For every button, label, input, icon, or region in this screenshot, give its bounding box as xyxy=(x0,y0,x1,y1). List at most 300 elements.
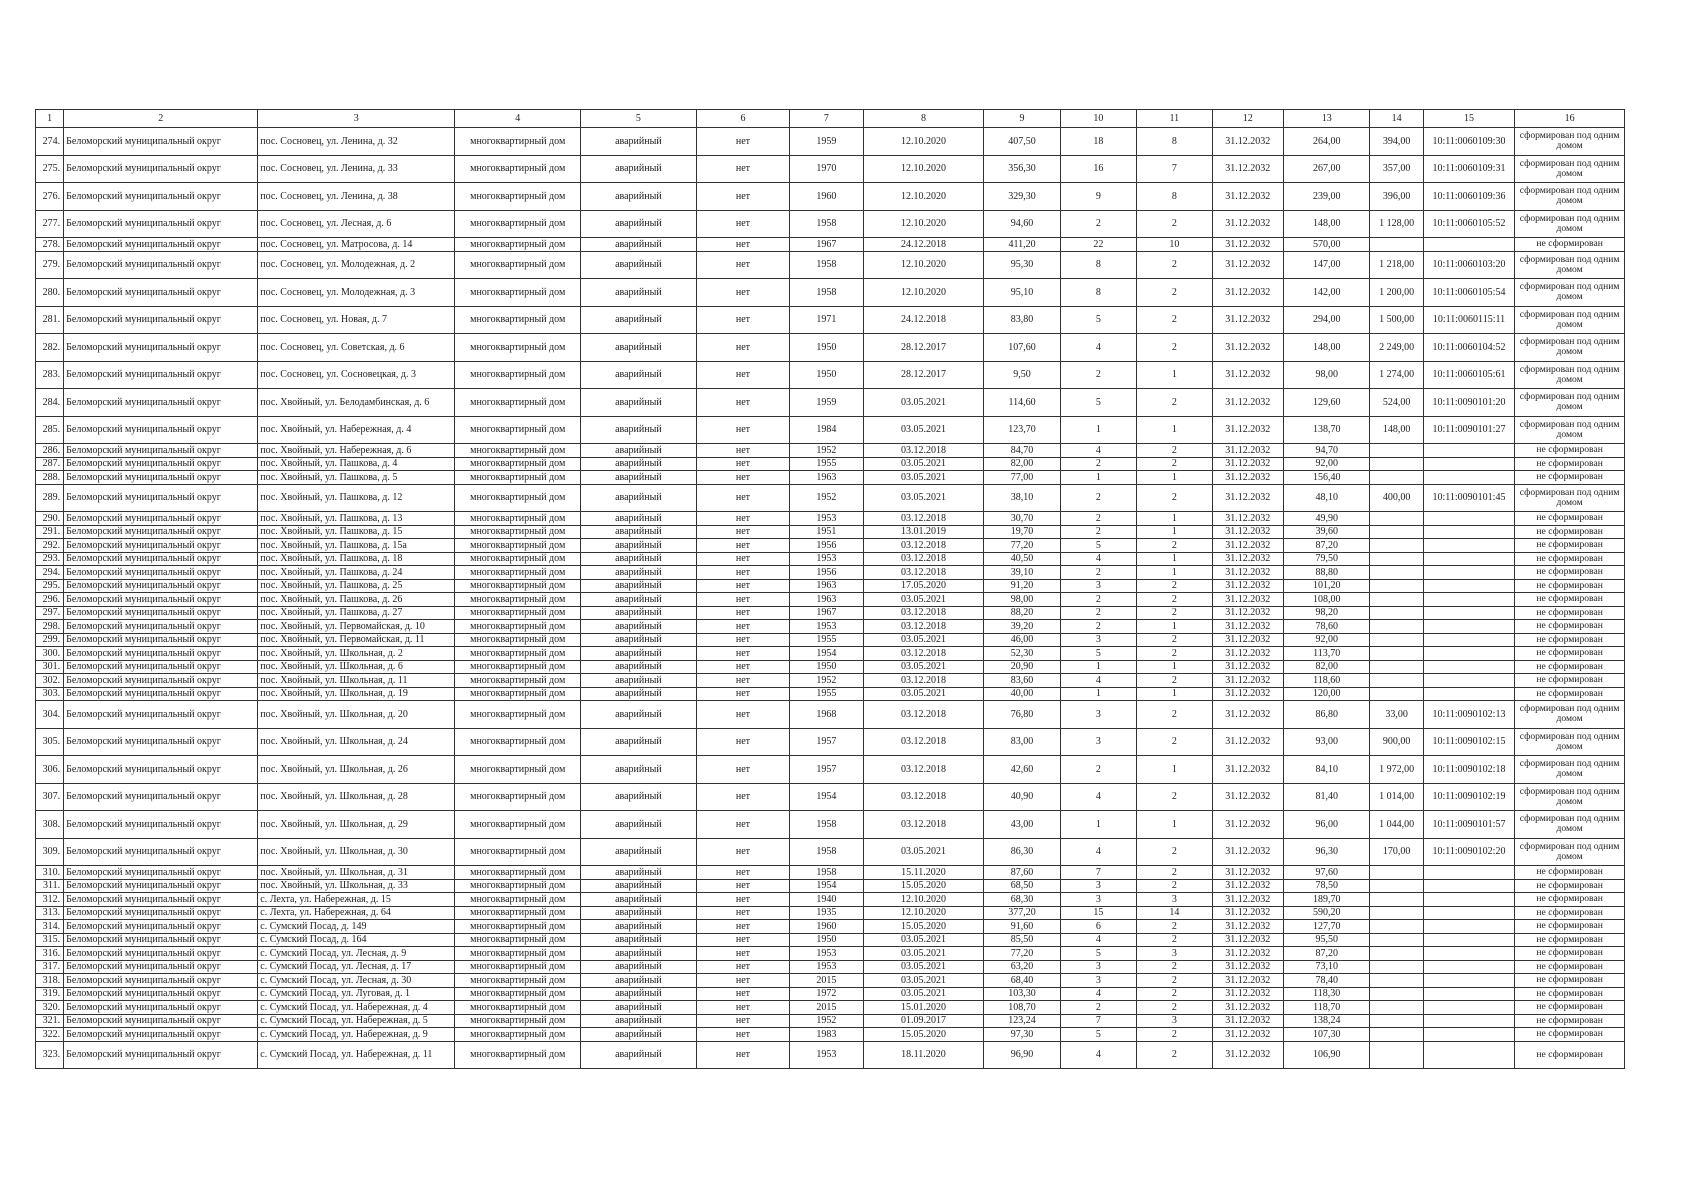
table-cell: 8 xyxy=(1060,251,1136,279)
table-cell: аварийный xyxy=(581,183,697,211)
table-cell: 76,80 xyxy=(984,701,1060,729)
table-cell xyxy=(1370,933,1423,947)
table-cell: Беломорский муниципальный округ xyxy=(64,1014,258,1028)
table-cell: пос. Хвойный, ул. Школьная, д. 29 xyxy=(258,811,455,839)
table-cell: 5 xyxy=(1060,389,1136,417)
table-cell: 10:11:0090102:20 xyxy=(1423,838,1515,866)
table-cell: 48,10 xyxy=(1283,484,1369,512)
table-cell: 284. xyxy=(36,389,64,417)
table-cell: 96,90 xyxy=(984,1041,1060,1069)
table-cell: Беломорский муниципальный округ xyxy=(64,471,258,485)
table-cell: 31.12.2032 xyxy=(1212,238,1283,252)
table-cell: 396,00 xyxy=(1370,183,1423,211)
table-cell: пос. Хвойный, ул. Школьная, д. 26 xyxy=(258,756,455,784)
table-cell: 1963 xyxy=(790,471,863,485)
table-cell: Беломорский муниципальный округ xyxy=(64,879,258,893)
table-cell: многоквартирный дом xyxy=(455,389,581,417)
table-cell: пос. Хвойный, ул. Белодамбинская, д. 6 xyxy=(258,389,455,417)
table-cell: 5 xyxy=(1060,647,1136,661)
table-cell: 03.12.2018 xyxy=(863,512,984,526)
table-cell xyxy=(1370,566,1423,580)
table-cell: 03.05.2021 xyxy=(863,416,984,444)
table-cell: аварийный xyxy=(581,1001,697,1015)
table-cell: 274. xyxy=(36,128,64,156)
table-cell: 289. xyxy=(36,484,64,512)
table-cell: 4 xyxy=(1060,783,1136,811)
table-cell: нет xyxy=(696,606,790,620)
table-cell: 1970 xyxy=(790,155,863,183)
table-cell: 3 xyxy=(1060,728,1136,756)
table-cell: 10:11:0060109:30 xyxy=(1423,128,1515,156)
table-cell: Беломорский муниципальный округ xyxy=(64,701,258,729)
table-cell: пос. Сосновец, ул. Советская, д. 6 xyxy=(258,334,455,362)
table-cell: пос. Хвойный, ул. Пашкова, д. 18 xyxy=(258,552,455,566)
table-cell: 24.12.2018 xyxy=(863,238,984,252)
table-cell: пос. Сосновец, ул. Матросова, д. 14 xyxy=(258,238,455,252)
table-row xyxy=(36,933,1625,947)
table-cell: нет xyxy=(696,620,790,634)
table-cell: 1967 xyxy=(790,238,863,252)
table-cell xyxy=(1370,960,1423,974)
table-cell: 590,20 xyxy=(1283,906,1369,920)
table-cell: пос. Хвойный, ул. Первомайская, д. 10 xyxy=(258,620,455,634)
table-cell: 310. xyxy=(36,866,64,880)
table-cell: 329,30 xyxy=(984,183,1060,211)
table-cell: 31.12.2032 xyxy=(1212,701,1283,729)
table-cell: 28.12.2017 xyxy=(863,361,984,389)
table-cell: нет xyxy=(696,416,790,444)
table-cell: 1954 xyxy=(790,783,863,811)
table-cell: 2 xyxy=(1137,579,1212,593)
table-cell: многоквартирный дом xyxy=(455,279,581,307)
table-cell xyxy=(1423,687,1515,701)
table-cell: 97,60 xyxy=(1283,866,1369,880)
table-row xyxy=(36,334,1625,362)
table-cell xyxy=(1423,906,1515,920)
table-cell: 303. xyxy=(36,687,64,701)
table-cell: 267,00 xyxy=(1283,155,1369,183)
table-row xyxy=(36,471,1625,485)
table-cell: сформирован под одним домом xyxy=(1515,251,1625,279)
table-row xyxy=(36,620,1625,634)
table-cell: 78,60 xyxy=(1283,620,1369,634)
table-cell: 85,50 xyxy=(984,933,1060,947)
table-cell: 20,90 xyxy=(984,660,1060,674)
table-cell: Беломорский муниципальный округ xyxy=(64,579,258,593)
table-cell: 5 xyxy=(1060,539,1136,553)
table-cell xyxy=(1423,620,1515,634)
table-cell: сформирован под одним домом xyxy=(1515,334,1625,362)
table-cell: 87,20 xyxy=(1283,539,1369,553)
table-row xyxy=(36,361,1625,389)
table-row xyxy=(36,279,1625,307)
table-row xyxy=(36,306,1625,334)
table-cell: с. Сумский Посад, ул. Лесная, д. 9 xyxy=(258,947,455,961)
table-cell: нет xyxy=(696,444,790,458)
table-cell: 39,10 xyxy=(984,566,1060,580)
table-cell: 95,30 xyxy=(984,251,1060,279)
table-cell: сформирован под одним домом xyxy=(1515,389,1625,417)
table-cell: 10:11:0090102:15 xyxy=(1423,728,1515,756)
table-cell: сформирован под одним домом xyxy=(1515,155,1625,183)
table-cell: 94,60 xyxy=(984,210,1060,238)
table-cell: аварийный xyxy=(581,960,697,974)
table-cell: 03.12.2018 xyxy=(863,606,984,620)
table-cell: Беломорский муниципальный округ xyxy=(64,920,258,934)
table-cell: 288. xyxy=(36,471,64,485)
table-cell: 31.12.2032 xyxy=(1212,334,1283,362)
table-cell: 308. xyxy=(36,811,64,839)
table-cell: 31.12.2032 xyxy=(1212,566,1283,580)
table-cell: 10:11:0090101:45 xyxy=(1423,484,1515,512)
table-cell: 8 xyxy=(1060,279,1136,307)
table-cell: 2 xyxy=(1060,620,1136,634)
table-cell xyxy=(1423,1014,1515,1028)
table-cell: 03.12.2018 xyxy=(863,811,984,839)
table-cell: 92,00 xyxy=(1283,457,1369,471)
table-row xyxy=(36,756,1625,784)
table-cell: нет xyxy=(696,879,790,893)
table-cell: 317. xyxy=(36,960,64,974)
table-cell: пос. Хвойный, ул. Пашкова, д. 27 xyxy=(258,606,455,620)
table-cell: 283. xyxy=(36,361,64,389)
table-cell: 03.05.2021 xyxy=(863,974,984,988)
table-cell: 31.12.2032 xyxy=(1212,687,1283,701)
table-cell: не сформирован xyxy=(1515,579,1625,593)
table-cell: 129,60 xyxy=(1283,389,1369,417)
table-cell: 2 249,00 xyxy=(1370,334,1423,362)
table-cell: 1953 xyxy=(790,960,863,974)
table-cell: 309. xyxy=(36,838,64,866)
table-cell xyxy=(1423,525,1515,539)
table-cell: Беломорский муниципальный округ xyxy=(64,1001,258,1015)
table-row xyxy=(36,566,1625,580)
table-cell: 1 044,00 xyxy=(1370,811,1423,839)
table-cell: Беломорский муниципальный округ xyxy=(64,838,258,866)
table-cell xyxy=(1423,633,1515,647)
table-cell xyxy=(1370,620,1423,634)
table-cell: 15.05.2020 xyxy=(863,1028,984,1042)
table-cell: нет xyxy=(696,306,790,334)
table-cell: 2 xyxy=(1137,838,1212,866)
table-cell: многоквартирный дом xyxy=(455,361,581,389)
table-cell: 2 xyxy=(1137,210,1212,238)
table-cell: с. Сумский Посад, ул. Набережная, д. 11 xyxy=(258,1041,455,1069)
table-cell: 49,90 xyxy=(1283,512,1369,526)
table-cell: 1950 xyxy=(790,361,863,389)
table-cell: 1 xyxy=(1060,471,1136,485)
table-cell: 81,40 xyxy=(1283,783,1369,811)
table-cell: 1957 xyxy=(790,756,863,784)
table-cell: аварийный xyxy=(581,906,697,920)
table-cell: 2 xyxy=(1137,974,1212,988)
table-cell: 298. xyxy=(36,620,64,634)
table-cell: 294,00 xyxy=(1283,306,1369,334)
table-cell: 1 xyxy=(1137,687,1212,701)
table-cell: 96,00 xyxy=(1283,811,1369,839)
table-cell: 106,90 xyxy=(1283,1041,1369,1069)
table-cell: 31.12.2032 xyxy=(1212,457,1283,471)
table-cell: 280. xyxy=(36,279,64,307)
table-cell xyxy=(1423,238,1515,252)
table-row xyxy=(36,1001,1625,1015)
table-cell xyxy=(1370,606,1423,620)
table-cell: не сформирован xyxy=(1515,674,1625,688)
table-cell: с. Сумский Посад, д. 164 xyxy=(258,933,455,947)
table-cell: 1963 xyxy=(790,593,863,607)
table-cell: 93,00 xyxy=(1283,728,1369,756)
column-header: 7 xyxy=(790,110,863,128)
table-cell: 1967 xyxy=(790,606,863,620)
table-cell: 1983 xyxy=(790,1028,863,1042)
table-cell: Беломорский муниципальный округ xyxy=(64,783,258,811)
table-cell: 357,00 xyxy=(1370,155,1423,183)
table-cell: 1 xyxy=(1137,361,1212,389)
table-cell xyxy=(1370,552,1423,566)
table-cell: аварийный xyxy=(581,974,697,988)
table-cell xyxy=(1370,444,1423,458)
table-cell: аварийный xyxy=(581,606,697,620)
table-cell: 03.05.2021 xyxy=(863,838,984,866)
table-cell: Беломорский муниципальный округ xyxy=(64,566,258,580)
table-cell: нет xyxy=(696,593,790,607)
table-row xyxy=(36,238,1625,252)
table-cell: Беломорский муниципальный округ xyxy=(64,947,258,961)
table-cell: 189,70 xyxy=(1283,893,1369,907)
table-cell: 10:11:0060105:61 xyxy=(1423,361,1515,389)
table-row xyxy=(36,728,1625,756)
table-cell: 1953 xyxy=(790,1041,863,1069)
table-cell: многоквартирный дом xyxy=(455,471,581,485)
table-cell: 12.10.2020 xyxy=(863,906,984,920)
table-cell: Беломорский муниципальный округ xyxy=(64,484,258,512)
table-cell: аварийный xyxy=(581,251,697,279)
table-cell: нет xyxy=(696,660,790,674)
table-cell: не сформирован xyxy=(1515,893,1625,907)
table-cell: 307. xyxy=(36,783,64,811)
table-cell: 88,20 xyxy=(984,606,1060,620)
table-cell: 377,20 xyxy=(984,906,1060,920)
table-cell: 31.12.2032 xyxy=(1212,389,1283,417)
table-cell: 277. xyxy=(36,210,64,238)
table-cell: 86,30 xyxy=(984,838,1060,866)
table-cell: 1952 xyxy=(790,484,863,512)
table-cell: пос. Хвойный, ул. Пашкова, д. 15 xyxy=(258,525,455,539)
table-row xyxy=(36,593,1625,607)
table-cell xyxy=(1370,593,1423,607)
table-cell: 68,50 xyxy=(984,879,1060,893)
table-cell: 7 xyxy=(1137,155,1212,183)
table-cell: 4 xyxy=(1060,552,1136,566)
table-cell: Беломорский муниципальный округ xyxy=(64,987,258,1001)
table-cell: не сформирован xyxy=(1515,987,1625,1001)
table-cell: Беломорский муниципальный округ xyxy=(64,633,258,647)
table-cell: Беломорский муниципальный округ xyxy=(64,334,258,362)
table-cell: аварийный xyxy=(581,279,697,307)
table-cell: пос. Хвойный, ул. Пашкова, д. 15а xyxy=(258,539,455,553)
table-cell: аварийный xyxy=(581,756,697,784)
table-cell: 10:11:0090101:27 xyxy=(1423,416,1515,444)
table-cell: 524,00 xyxy=(1370,389,1423,417)
table-cell: 03.05.2021 xyxy=(863,593,984,607)
table-cell: 1952 xyxy=(790,444,863,458)
table-cell: 148,00 xyxy=(1370,416,1423,444)
table-cell: пос. Хвойный, ул. Школьная, д. 24 xyxy=(258,728,455,756)
table-cell: 120,00 xyxy=(1283,687,1369,701)
table-cell: нет xyxy=(696,920,790,934)
table-cell: 123,24 xyxy=(984,1014,1060,1028)
table-cell: пос. Хвойный, ул. Пашкова, д. 24 xyxy=(258,566,455,580)
table-cell: 2 xyxy=(1137,701,1212,729)
table-cell: 91,20 xyxy=(984,579,1060,593)
table-cell: аварийный xyxy=(581,1041,697,1069)
table-cell: 1 xyxy=(1137,620,1212,634)
table-cell: Беломорский муниципальный округ xyxy=(64,606,258,620)
table-cell: 3 xyxy=(1060,974,1136,988)
table-cell: 88,80 xyxy=(1283,566,1369,580)
table-cell: нет xyxy=(696,687,790,701)
table-cell: 2 xyxy=(1060,484,1136,512)
table-cell: 6 xyxy=(1060,920,1136,934)
table-cell: многоквартирный дом xyxy=(455,566,581,580)
table-cell: 10:11:0090102:18 xyxy=(1423,756,1515,784)
table-cell: не сформирован xyxy=(1515,539,1625,553)
table-row xyxy=(36,128,1625,156)
table-row xyxy=(36,960,1625,974)
table-cell: 305. xyxy=(36,728,64,756)
table-cell: 5 xyxy=(1060,1028,1136,1042)
table-cell: 83,00 xyxy=(984,728,1060,756)
table-cell: 2 xyxy=(1137,987,1212,1001)
table-cell: Беломорский муниципальный округ xyxy=(64,251,258,279)
table-cell: с. Сумский Посад, ул. Лесная, д. 30 xyxy=(258,974,455,988)
table-cell: с. Сумский Посад, ул. Набережная, д. 9 xyxy=(258,1028,455,1042)
table-cell: нет xyxy=(696,539,790,553)
table-cell: 1984 xyxy=(790,416,863,444)
table-cell: аварийный xyxy=(581,647,697,661)
table-cell xyxy=(1370,893,1423,907)
table-cell: 264,00 xyxy=(1283,128,1369,156)
table-cell: 03.05.2021 xyxy=(863,471,984,485)
table-cell: многоквартирный дом xyxy=(455,1028,581,1042)
table-cell: 39,60 xyxy=(1283,525,1369,539)
table-cell: аварийный xyxy=(581,1028,697,1042)
table-cell: нет xyxy=(696,1001,790,1015)
table-cell: 295. xyxy=(36,579,64,593)
table-cell: нет xyxy=(696,647,790,661)
table-cell: 31.12.2032 xyxy=(1212,1041,1283,1069)
table-cell: аварийный xyxy=(581,687,697,701)
table-cell: 94,70 xyxy=(1283,444,1369,458)
table-cell: 1 128,00 xyxy=(1370,210,1423,238)
table-cell: 2 xyxy=(1060,457,1136,471)
table-row xyxy=(36,906,1625,920)
table-cell xyxy=(1423,512,1515,526)
table-cell: аварийный xyxy=(581,566,697,580)
table-cell: Беломорский муниципальный округ xyxy=(64,539,258,553)
table-row xyxy=(36,660,1625,674)
table-cell: пос. Хвойный, ул. Пашкова, д. 5 xyxy=(258,471,455,485)
table-cell: аварийный xyxy=(581,947,697,961)
table-cell: 1 xyxy=(1137,525,1212,539)
table-cell: многоквартирный дом xyxy=(455,660,581,674)
table-cell xyxy=(1423,920,1515,934)
table-cell: 5 xyxy=(1060,947,1136,961)
table-cell: 3 xyxy=(1137,1014,1212,1028)
table-cell: 03.12.2018 xyxy=(863,539,984,553)
table-cell: 82,00 xyxy=(1283,660,1369,674)
table-cell xyxy=(1370,512,1423,526)
table-cell: 1971 xyxy=(790,306,863,334)
table-cell: 142,00 xyxy=(1283,279,1369,307)
table-cell: с. Сумский Посад, ул. Набережная, д. 5 xyxy=(258,1014,455,1028)
table-cell: многоквартирный дом xyxy=(455,783,581,811)
table-cell: нет xyxy=(696,183,790,211)
table-cell: 1950 xyxy=(790,660,863,674)
table-cell: 118,70 xyxy=(1283,1001,1369,1015)
table-cell: нет xyxy=(696,811,790,839)
table-cell: многоквартирный дом xyxy=(455,893,581,907)
table-cell: 73,10 xyxy=(1283,960,1369,974)
table-cell: 31.12.2032 xyxy=(1212,155,1283,183)
table-cell: 2 xyxy=(1137,633,1212,647)
table-cell: 127,70 xyxy=(1283,920,1369,934)
table-cell: 1958 xyxy=(790,811,863,839)
table-cell: 03.05.2021 xyxy=(863,389,984,417)
table-cell: 03.12.2018 xyxy=(863,701,984,729)
table-cell: нет xyxy=(696,728,790,756)
table-cell: 1954 xyxy=(790,879,863,893)
table-cell: 03.12.2018 xyxy=(863,674,984,688)
table-cell: 108,70 xyxy=(984,1001,1060,1015)
table-cell: 10:11:0060103:20 xyxy=(1423,251,1515,279)
table-cell: 10:11:0090101:57 xyxy=(1423,811,1515,839)
table-cell: пос. Хвойный, ул. Набережная, д. 6 xyxy=(258,444,455,458)
table-cell: 103,30 xyxy=(984,987,1060,1001)
table-cell: не сформирован xyxy=(1515,238,1625,252)
table-row xyxy=(36,539,1625,553)
table-cell: 275. xyxy=(36,155,64,183)
table-cell: 98,00 xyxy=(1283,361,1369,389)
table-cell: 356,30 xyxy=(984,155,1060,183)
table-cell: 15.05.2020 xyxy=(863,920,984,934)
table-cell: Беломорский муниципальный округ xyxy=(64,457,258,471)
table-cell: пос. Хвойный, ул. Пашкова, д. 12 xyxy=(258,484,455,512)
table-cell: 294. xyxy=(36,566,64,580)
table-cell: многоквартирный дом xyxy=(455,210,581,238)
table-cell: 7 xyxy=(1060,1014,1136,1028)
table-cell: не сформирован xyxy=(1515,920,1625,934)
table-cell: многоквартирный дом xyxy=(455,947,581,961)
table-cell: 31.12.2032 xyxy=(1212,361,1283,389)
table-cell: 31.12.2032 xyxy=(1212,783,1283,811)
table-cell: пос. Хвойный, ул. Набережная, д. 4 xyxy=(258,416,455,444)
table-cell: пос. Хвойный, ул. Пашкова, д. 13 xyxy=(258,512,455,526)
table-cell xyxy=(1370,920,1423,934)
table-cell xyxy=(1370,1041,1423,1069)
table-cell xyxy=(1370,471,1423,485)
table-cell: не сформирован xyxy=(1515,633,1625,647)
table-cell: 4 xyxy=(1060,933,1136,947)
table-cell: 12.10.2020 xyxy=(863,128,984,156)
table-cell: пос. Сосновец, ул. Ленина, д. 38 xyxy=(258,183,455,211)
table-cell: пос. Сосновец, ул. Новая, д. 7 xyxy=(258,306,455,334)
table-cell: 123,70 xyxy=(984,416,1060,444)
table-cell: Беломорский муниципальный округ xyxy=(64,687,258,701)
table-cell: 31.12.2032 xyxy=(1212,947,1283,961)
table-cell: 31.12.2032 xyxy=(1212,183,1283,211)
table-cell: 293. xyxy=(36,552,64,566)
